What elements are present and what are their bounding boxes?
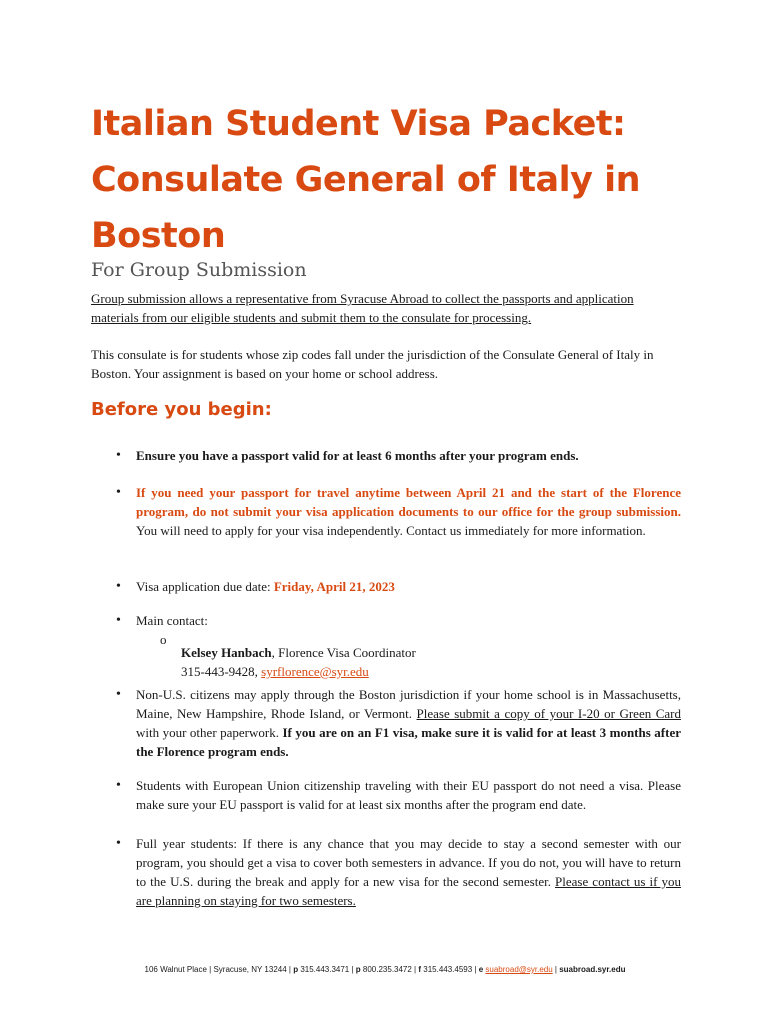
footer-separator: |: [552, 965, 560, 974]
travel-instructions: You will need to apply for your visa independently. Contact us immediately for more information.: [136, 523, 646, 538]
contact-email-link[interactable]: syrflorence@syr.edu: [261, 664, 369, 679]
footer-fax: 315.443.4593 |: [421, 965, 479, 974]
bullet-dot: •: [116, 613, 121, 628]
footer-phone2-label: p: [355, 965, 361, 974]
main-contact-label: Main contact:: [136, 613, 208, 628]
sub-bullet-marker: o: [160, 632, 167, 647]
footer-phone-label: p: [293, 965, 299, 974]
page-subtitle: For Group Submission: [91, 259, 307, 281]
bullet-travel: [136, 483, 681, 540]
footer-phone1: 315.443.3471 |: [298, 965, 356, 974]
bullet-full-year: [136, 834, 681, 910]
footer-email-label: e: [478, 965, 484, 974]
contact-phone: 315-443-9428,: [181, 664, 262, 679]
contact-details: [181, 643, 661, 681]
due-date-value: Friday, April 21, 2023: [273, 579, 395, 594]
page-title: Italian Student Visa Packet: Consulate General of Italy in Boston: [91, 104, 641, 256]
footer-fax-label: f: [418, 965, 422, 974]
contact-role: , Florence Visa Coordinator: [271, 645, 416, 660]
section-heading: Before you begin:: [91, 399, 272, 420]
contact-name: Kelsey Hanbach: [181, 645, 272, 660]
page-footer: [0, 965, 770, 974]
bullet-due-date: [136, 577, 681, 596]
bullet-eu-citizens: Students with European Union citizenship traveling with their EU passport do not need a visa. Please make sure your EU passport is valid for at least six months after the program end date.: [136, 778, 681, 812]
bullet-passport: Ensure you have a passport valid for at least 6 months after your program ends.: [136, 448, 579, 463]
noncitizen-underlined: Please submit a copy of your I-20 or Green Card: [416, 706, 682, 721]
due-date-label: Visa application due date:: [136, 579, 274, 594]
bullet-dot: •: [116, 778, 121, 793]
bullet-dot: •: [116, 687, 121, 702]
noncitizen-mid: with your other paperwork.: [136, 725, 283, 740]
fullyear-underlined: Please contact us if you are planning on staying for two semesters.: [136, 874, 681, 908]
bullet-non-us-citizens: [136, 685, 681, 761]
fullyear-text: Full year students: If there is any chance that you may decide to stay a second semester with our program, you should get a visa to cover both semesters in advance. If you do not, you will have to return to the U.S. during the break and apply for a new visa for the second semester.: [136, 836, 681, 889]
bullet-dot: •: [116, 579, 121, 594]
jurisdiction-paragraph: This consulate is for students whose zip codes fall under the jurisdiction of the Consulate General of Italy in Boston. Your assignment is based on your home or school address.: [91, 347, 654, 381]
footer-address: 106 Walnut Place | Syracuse, NY 13244 |: [144, 965, 294, 974]
footer-phone2: 800.235.3472 |: [360, 965, 419, 974]
bullet-dot: •: [116, 448, 121, 463]
footer-website-link[interactable]: suabroad.syr.edu: [559, 965, 626, 974]
noncitizen-text: Non-U.S. citizens may apply through the Boston jurisdiction if your home school is in Massachusetts, Maine, New Hampshire, Rhode Island, or Vermont.: [136, 687, 681, 721]
travel-warning: If you need your passport for travel anytime between April 21 and the start of the Florence program, do not submit your visa application documents to our office for the group submission.: [136, 485, 681, 519]
footer-email-link[interactable]: suabroad@syr.edu: [485, 965, 553, 974]
bullet-dot: •: [116, 836, 121, 851]
bullet-dot: •: [116, 485, 121, 500]
intro-paragraph: Group submission allows a representative from Syracuse Abroad to collect the passports and application materials from our eligible students and submit them to the consulate for processing.: [91, 291, 634, 325]
noncitizen-bold: If you are on an F1 visa, make sure it is valid for at least 3 months after the Florence program ends.: [136, 725, 681, 759]
